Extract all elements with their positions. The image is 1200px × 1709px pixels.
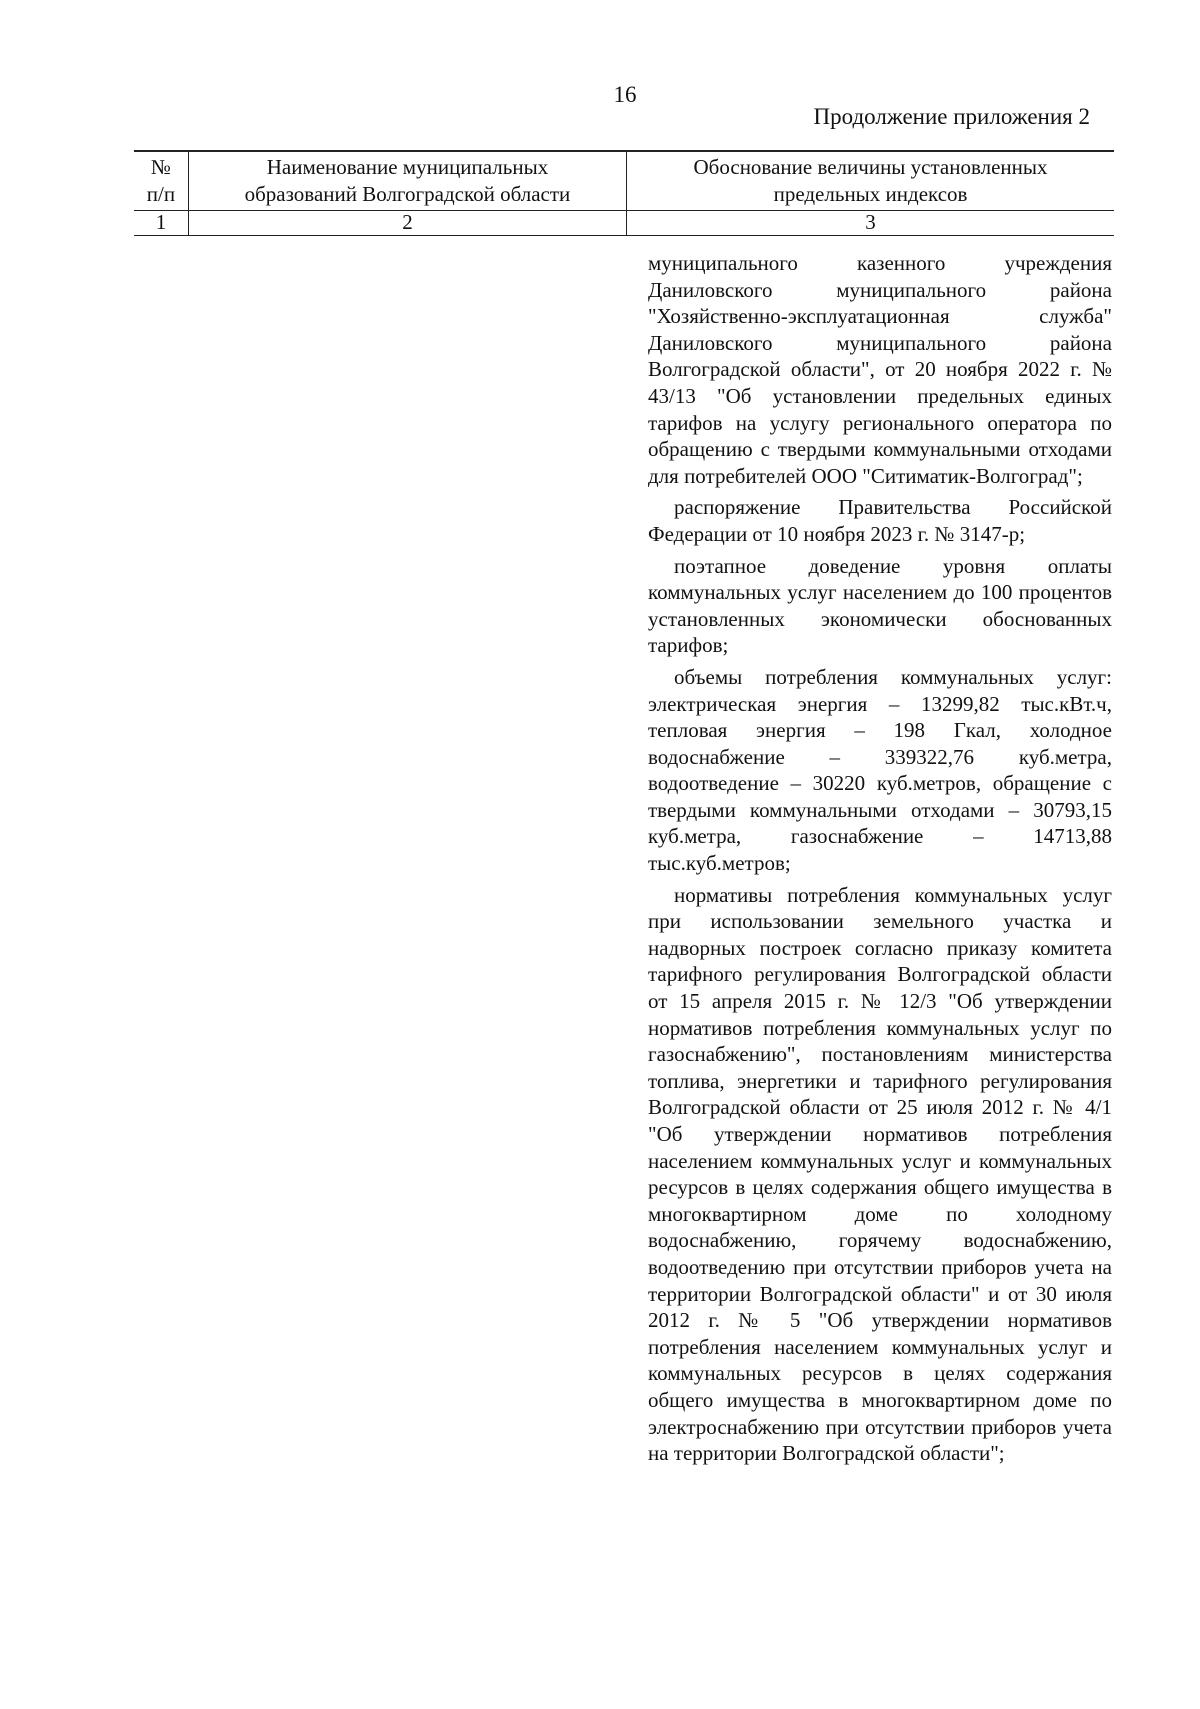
justification-text — [648, 250, 1112, 1472]
column-header-justification-line2: предельных индексов — [773, 182, 968, 206]
paragraph: распоряжение Правительства Российской Федерации от 10 ноября 2023 г. № 3147-р; — [648, 495, 1112, 546]
table-column-numbers-row — [134, 211, 1114, 236]
column-number-3: 3 — [627, 211, 1114, 236]
paragraph: нормативы потребления коммунальных услуг при использовании земельного участка и надворных построек согласно приказу комитета тарифного регулирования Волгоградской области от 15 апреля 2015 г. № 12/3 "Об утверждении нормативов потребления коммунальных услуг по газоснабжению", постановлениям министерства топлива, энергетики и тарифного регулирования Волгоградской области от 25 июля 2012 г. № 4/1 "Об утверждении нормативов потребления населением коммунальных услуг и коммунальных ресурсов в целях содержания общего имущества в многоквартирном доме по холодному водоснабжению, горячему водоснабжению, водоотведению при отсутствии приборов учета на территории Волгоградской области" и от 30 июля 2012 г. № 5 "Об утверждении нормативов потребления населением коммунальных услуг и коммунальных ресурсов в целях содержания общего имущества в многоквартирном доме по электроснабжению при отсутствии приборов учета на территории Волгоградской области"; — [648, 882, 1112, 1466]
column-header-municipality-line2: образований Волгоградской области — [244, 182, 571, 206]
column-header-justification-line1: Обоснование величины установленных — [693, 155, 1048, 179]
paragraph: объемы потребления коммунальных услуг: электрическая энергия – 13299,82 тыс.кВт.ч, тепловая энергия – 198 Гкал, холодное водоснабжение – 339322,76 куб.метра, водоотведение – 30220 куб.метров, обращение с твердыми коммунальными отходами – 30793,15 куб.метра, газоснабжение – 14713,88 тыс.куб.метров; — [648, 664, 1112, 876]
column-header-municipality-line1: Наименование муниципальных — [266, 155, 549, 179]
column-header-municipality — [188, 151, 626, 211]
page-number: 16 — [613, 82, 637, 107]
table-header-row — [134, 151, 1114, 211]
column-header-number — [134, 151, 188, 211]
column-header-number-line2: п/п — [146, 182, 176, 206]
continuation-label: Продолжение приложения 2 — [813, 104, 1090, 129]
paragraph: муниципального казенного учреждения Даниловского муниципального района "Хозяйственно-эксплуатационная служба" Даниловского муниципального района Волгоградской области", от 20 ноября 2022 г. № 43/13 "Об установлении предельных единых тарифов на услугу регионального оператора по обращению с твердыми коммунальными отходами для потребителей ООО "Ситиматик-Волгоград"; — [648, 251, 1112, 488]
column-header-justification — [627, 151, 1114, 211]
column-number-2: 2 — [188, 211, 626, 236]
column-number-1: 1 — [134, 211, 188, 236]
table-header — [134, 150, 1114, 236]
column-header-number-line1: № — [150, 155, 171, 179]
paragraph: поэтапное доведение уровня оплаты коммунальных услуг населением до 100 процентов установленных экономически обоснованных тарифов; — [648, 553, 1112, 658]
